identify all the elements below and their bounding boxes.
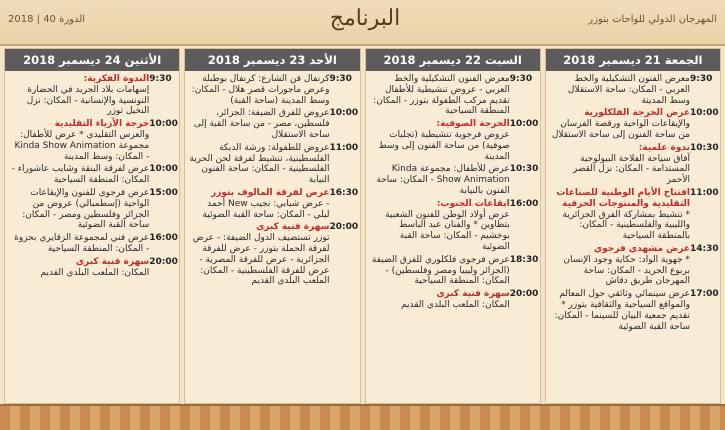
event-highlight: ابقاعات الجنوب: xyxy=(436,198,510,209)
event-description: المكان: الملعب البلدي القديم xyxy=(40,267,150,278)
event-body xyxy=(370,74,510,117)
event-body xyxy=(550,289,690,332)
event-list xyxy=(185,71,359,287)
festival-name: المهرجان الدولي للواحات بتوزر xyxy=(588,14,717,25)
event-time: 9:30 xyxy=(509,74,533,84)
event-item xyxy=(189,108,359,140)
event-description: معرض الفنون التشكيلية والخط العربي - عروض تنشيطية للأطفال تقديم مركب الطفولة بتوزر - المكان: المنطقة السياحية xyxy=(373,74,510,117)
day-header: الأحد 23 ديسمبر 2018 xyxy=(185,49,359,71)
day-header: السبت 22 ديسمبر 2018 xyxy=(366,49,540,71)
event-item xyxy=(370,289,539,311)
event-item xyxy=(550,74,716,106)
event-highlight: عرض الخرجة الفلكلورية xyxy=(584,108,690,119)
event-time: 9:30 xyxy=(149,74,172,84)
event-body xyxy=(550,108,690,140)
event-time: 11:00 xyxy=(329,142,359,153)
event-highlight: الندوة الفكرية: xyxy=(83,74,150,84)
event-description: * جهوية الواد: حكاية وجود الإنسان بربوع الجريد - المكان: ساحة المهرجان طريق دقاش xyxy=(563,254,690,287)
event-description: والإيقاعات الواحية ورقصة الفرسان من ساحة الفنون إلى ساحة الاستقلال xyxy=(551,119,690,140)
event-highlight: سهرة فنية كبرى xyxy=(436,289,510,300)
event-description: إسهامات بلاد الجريد في الحضارة التونسية والإنسانية - المكان: نزل النخيل توزر xyxy=(26,84,150,117)
event-highlight: خرجة الأزياء التقليدية xyxy=(54,119,150,130)
event-list xyxy=(5,71,179,278)
event-time: 10:00 xyxy=(329,108,359,119)
event-body xyxy=(9,119,149,162)
day-column-sunday xyxy=(184,48,360,404)
event-description: عرض فني لمجموعة الزقايري بحزوة - المكان: المنطقة السياحية xyxy=(14,233,150,254)
event-body xyxy=(189,143,329,186)
day-column-saturday xyxy=(365,48,541,404)
event-body xyxy=(370,199,510,253)
event-highlight: سهرة فنية كبرى xyxy=(75,256,150,267)
event-item xyxy=(9,164,178,186)
event-description: عرض لفرقة البنقة وشايب عاشوراء - المكان: المنطقة السياحية xyxy=(11,164,150,186)
event-item xyxy=(370,74,536,117)
event-description: * تنشيط بمشاركة الفرق الجزائرية والليبية والفلسطينية - المكان: بالمنطقة السياحية xyxy=(562,209,690,242)
event-time: 20:00 xyxy=(329,222,359,233)
event-highlight: عرض مشهدي فرجوي xyxy=(593,243,690,254)
event-description: آفاق سياحة الفلاحة البيولوجية المستدامة - المكان: نزل القصر الأحمر xyxy=(572,153,690,186)
event-description: عروض فرجوية تنشيطية (تجليات صوفية) من ساحة الفنون إلى وسط المدينة xyxy=(378,129,510,162)
event-body xyxy=(550,143,690,186)
event-item xyxy=(370,164,539,196)
event-body xyxy=(189,188,329,220)
event-description: كرنفال فن الشارع: كرنفال بوطبلة وعرض ماجورات قصر هلال - المكان: وسط المدينة (ساحة القبة) xyxy=(191,74,330,106)
event-item xyxy=(550,289,719,332)
event-time: 10:30 xyxy=(690,142,719,153)
event-description: عروض للفرق الضيفة: الجزائر، فلسطين، مصر - من ساحة القبة إلى ساحة الاستقلال xyxy=(193,108,330,140)
event-time: 11:00 xyxy=(690,187,719,198)
event-time: 16:30 xyxy=(329,187,359,198)
page-title: البرنامج xyxy=(329,6,401,31)
event-time: 15:00 xyxy=(149,187,178,198)
event-list xyxy=(546,71,720,332)
event-body xyxy=(370,289,510,311)
event-body xyxy=(9,233,149,255)
event-item xyxy=(370,254,539,287)
event-highlight: عرض لفرقة المالوف بتوزر xyxy=(211,187,330,198)
event-description: عرض أولاد الوطن للفنون الشعبية بتطاوين * والفنان عبد الباسط بوخشيم - المكان: ساحة القبة الضوئية xyxy=(385,209,510,252)
event-time: 10:00 xyxy=(149,119,178,130)
decorative-footer-border xyxy=(0,404,725,430)
event-description: توزر تستضيف الدول الضيفة: - عرض لفرقة الحملة بتوزر - عرض للفرقة الجزائرية - عرض للفرقة المصرية - عرض للفرقة الفلسطينية - المكان: الملعب البلدي القديم xyxy=(192,233,330,287)
event-time: 17:00 xyxy=(690,289,719,300)
event-item xyxy=(550,108,719,140)
schedule-columns xyxy=(4,48,721,404)
edition-label: الدورة 40 | 2018 xyxy=(8,14,86,25)
event-time: 9:30 xyxy=(329,74,352,84)
event-item xyxy=(9,74,175,117)
event-description: والعرس التقليدي * عرض للأطفال: مجموعة Kinda Show Animation - المكان: وسط المدينة xyxy=(14,129,150,162)
event-item xyxy=(370,198,539,253)
event-body xyxy=(9,74,149,117)
event-description: عرض فرجوي فلكلوري للفرق الضيفة (الجزائر وليبيا ومصر وفلسطين) - المكان: المنطقة السياحية xyxy=(371,254,510,287)
event-item xyxy=(370,119,539,162)
event-item xyxy=(9,119,178,162)
event-description: عرض سينمائي وثائقي حول المعالم والمواقع السياحية والثقافية بتوزر * تقديم جمعية البيان للسينما - المكان: ساحة القبة الضوئية xyxy=(554,289,690,332)
event-description: المكان: الملعب البلدي القديم xyxy=(401,299,510,310)
event-time: 20:00 xyxy=(149,256,178,267)
event-list xyxy=(366,71,540,311)
event-description: معرض الفنون التشكيلية والخط العربي - المكان: ساحة الاستقلال وسط المدينة xyxy=(567,74,690,106)
event-time: 10:00 xyxy=(509,119,539,130)
day-column-friday xyxy=(545,48,721,404)
event-time: 18:30 xyxy=(509,254,539,265)
event-body xyxy=(189,108,329,140)
event-item xyxy=(9,256,178,279)
event-time: 10:00 xyxy=(690,108,719,119)
event-description: عرض فرجوي للفنون والإيقاعات الواحية (إسطمبالي) عروض من الجزائر وفلسطين ومصر - المكان: ساحة القبة الضوئية xyxy=(22,187,150,231)
event-time: 14:30 xyxy=(690,243,719,254)
event-item xyxy=(550,142,719,186)
program-header xyxy=(0,0,725,46)
event-body xyxy=(550,74,690,106)
event-body xyxy=(9,257,149,279)
event-description: عروض للطفولة: ورشة الدبكة الفلسطينية، تنشيط لفرقة لحن الحرية الفلسطينية - المكان: ساحة الفنون النيابة xyxy=(189,142,330,186)
event-item xyxy=(550,187,719,242)
event-time: 16:00 xyxy=(149,233,178,244)
event-highlight: الخرجة الصوفية: xyxy=(436,119,510,130)
event-body xyxy=(550,244,690,287)
event-body xyxy=(9,188,149,231)
event-item xyxy=(550,243,719,287)
event-item xyxy=(9,233,178,255)
event-highlight: افتتاح الأيام الوطنية للصناعات التقليدية والمنتوجات الحرفية xyxy=(556,187,690,209)
event-time: 9:30 xyxy=(690,74,713,84)
event-body xyxy=(370,164,510,196)
event-body xyxy=(550,188,690,242)
event-description: عرض للأطفال: مجموعة Kinda Show Animation - المكان: ساحة الفنون بالنيابة xyxy=(376,164,510,196)
event-time: 20:00 xyxy=(509,289,539,300)
event-highlight: سهرة فنية كبرى xyxy=(256,222,330,233)
day-header: الأثنين 24 ديسمبر 2018 xyxy=(5,49,179,71)
event-time: 10:00 xyxy=(149,164,178,175)
event-item xyxy=(189,222,359,287)
day-header: الجمعة 21 ديسمبر 2018 xyxy=(546,49,720,71)
event-item xyxy=(9,187,178,231)
event-body xyxy=(189,74,329,106)
event-description: - عرض شبابي: نجيب New أحمد ليلي - المكان: ساحة القبة الضوئية xyxy=(202,198,330,220)
day-column-monday xyxy=(4,48,180,404)
event-body xyxy=(9,164,149,186)
event-time: 10:30 xyxy=(509,164,539,175)
event-item xyxy=(189,187,359,220)
event-highlight: ندوة علمية: xyxy=(638,142,690,153)
event-item xyxy=(189,74,355,106)
event-item xyxy=(189,142,359,186)
event-time: 16:00 xyxy=(509,198,539,209)
event-body xyxy=(370,119,510,162)
event-body xyxy=(370,255,510,287)
event-body xyxy=(189,222,329,287)
